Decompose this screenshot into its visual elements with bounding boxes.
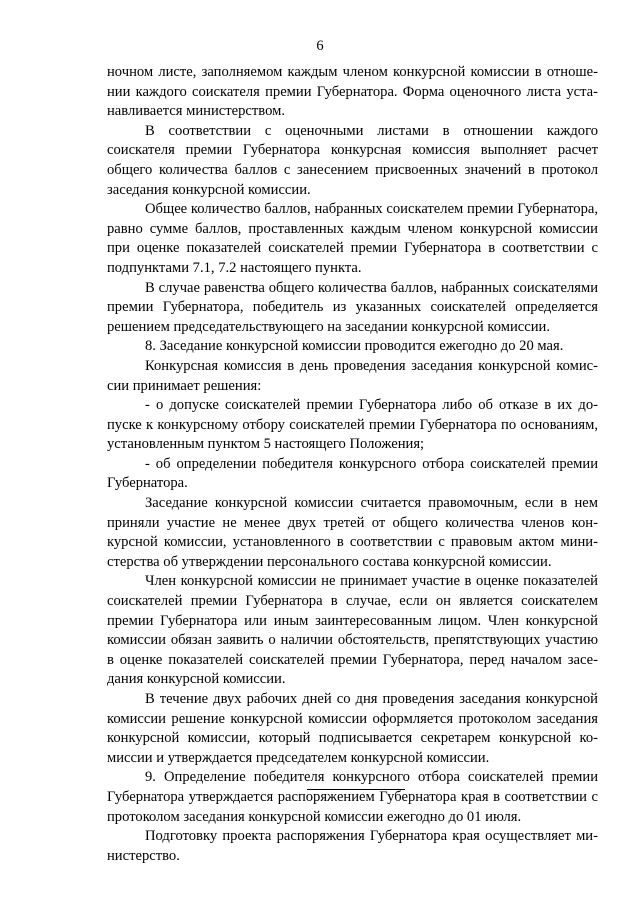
paragraph-score-calculation: В соответствии с оценочными листами в отношении каждого соискателя премии Губернатора конкурсная комиссия выполняет расчет общего количества баллов с занесением присвоенных значений в протокол заседания конкурсной комиссии.: [107, 122, 598, 198]
paragraph-tie-break: В случае равенства общего количества баллов, набранных соискателями премии Губернатора, победитель из указанных соискателей определяется решением председательствующего на заседании конкурсной комиссии.: [107, 279, 598, 335]
list-item-admission: - о допуске соискателей премии Губернатора либо об отказе в их допуске к конкурсному отбору соискателей премии Губернатора по основаниям, установленным пунктом 5 настоящего Положения;: [107, 397, 598, 453]
paragraph-conflict-of-interest: Член конкурсной комиссии не принимает участие в оценке показателей соискателей премии Губернатора в случае, если он является соискателем премии Губернатора или иным заинтересованным лицом. Член конкурсной комиссии обязан заявить о наличии обстоятельств, препятствующих участию в оценке показателей соискателей премии Губернатора, перед началом заседания конкурсной комиссии.: [107, 573, 598, 688]
list-item-winner: - об определении победителя конкурсного отбора соискателей премии Губернатора.: [107, 455, 598, 492]
paragraph-quorum: Заседание конкурсной комиссии считается правомочным, если в нем приняли участие не менее двух третей от общего количества членов конкурсной комиссии, установленного в соответствии с правовым актом министерства об утверждении персонального состава конкурсной комиссии.: [107, 495, 598, 570]
end-divider-line: [307, 789, 405, 790]
document-body: [107, 63, 598, 866]
paragraph-total-score: Общее количество баллов, набранных соискателем премии Губернатора, равно сумме баллов, проставленных каждым членом конкурсной комиссии при оценке показателей соискателей премии Губернатора в соответствии с подпунктами 7.1, 7.2 настоящего пункта.: [107, 201, 598, 276]
paragraph-item-9: 9. Определение победителя конкурсного отбора соискателей премии Губернатора утверждается распоряжением Губернатора края в соответствии с протоколом заседания конкурсной комиссии ежегодно до 01 июля.: [107, 769, 598, 825]
paragraph-protocol: В течение двух рабочих дней со дня проведения заседания конкурсной комиссии решение конкурсной комиссии оформляется протоколом заседания конкурсной комиссии, который подписывается секретарем конкурсной комиссии и утверждается председателем конкурсной комиссии.: [107, 691, 598, 766]
paragraph-continuation: ночном листе, заполняемом каждым членом конкурсной комиссии в отношении каждого соискателя премии Губернатора. Форма оценочного листа устанавливается министерством.: [107, 64, 598, 120]
paragraph-item-8: 8. Заседание конкурсной комиссии проводится ежегодно до 20 мая.: [145, 338, 564, 355]
page-number: 6: [316, 38, 324, 54]
paragraph-order-preparation: Подготовку проекта распоряжения Губернатора края осуществляет министерство.: [107, 828, 598, 864]
paragraph-commission-decisions: Конкурсная комиссия в день проведения заседания конкурсной комиссии принимает решения:: [107, 357, 598, 394]
